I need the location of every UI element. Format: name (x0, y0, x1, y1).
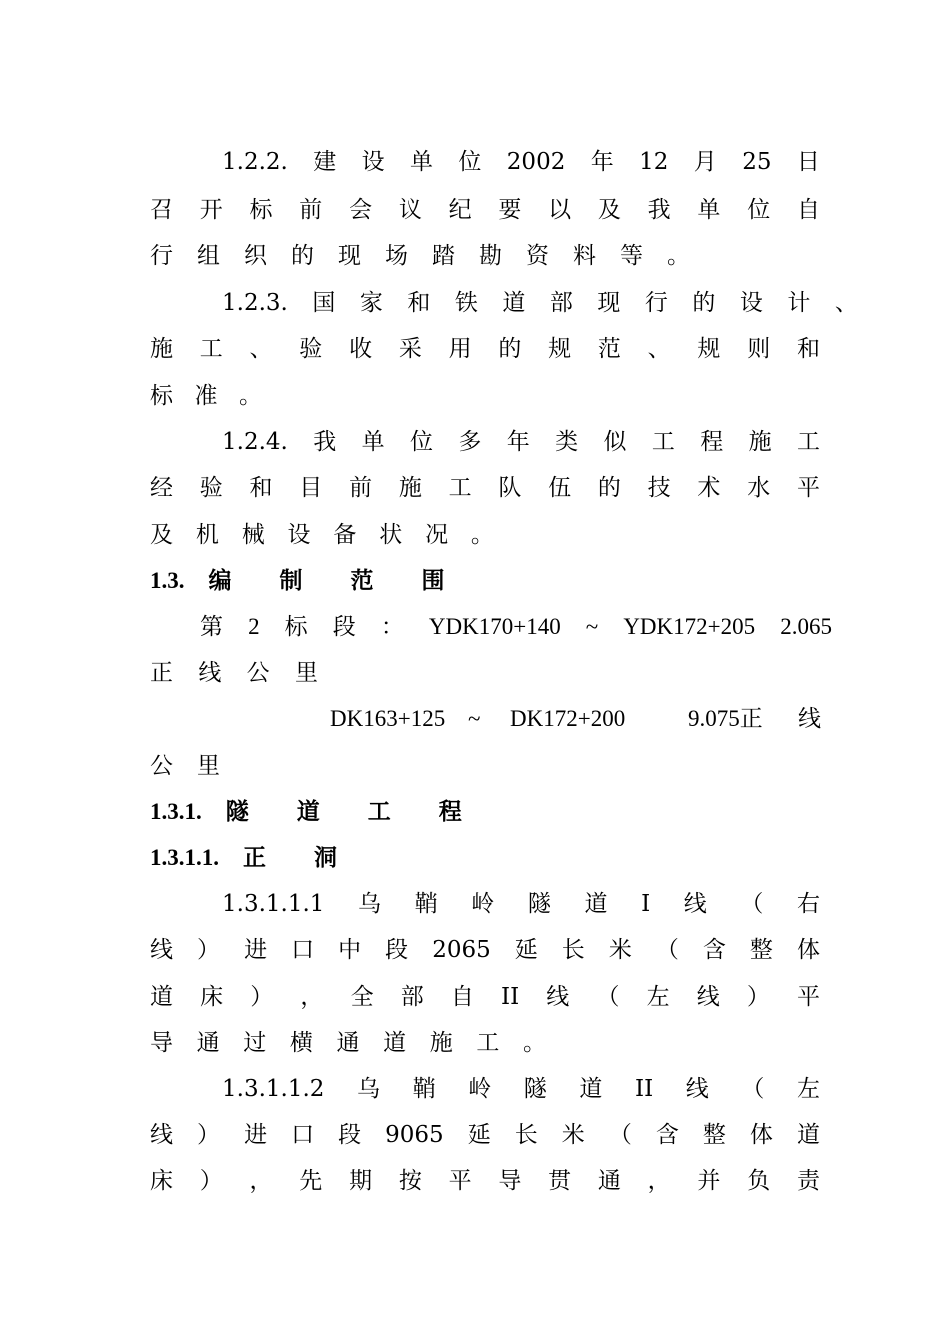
text-token: 平 (796, 475, 820, 501)
text-token: 场 (385, 243, 408, 269)
text-token: 类 (555, 429, 579, 455)
text-token: 的 (692, 290, 716, 316)
para-13111-line1 (222, 888, 820, 920)
text-token: 横 (289, 1030, 313, 1056)
text-token: 鞘 (412, 1076, 436, 1102)
text-token: 按 (398, 1168, 422, 1194)
text-token: II (500, 984, 520, 1010)
text-token: 公 (150, 753, 173, 779)
text-token: 正 (150, 660, 173, 686)
text-token: 导 (150, 1030, 173, 1056)
text-token: 的 (498, 336, 522, 362)
text-token: 并 (697, 1168, 721, 1194)
scope-line2 (150, 657, 318, 689)
text-token: 。 (239, 383, 262, 409)
text-token: 程 (700, 429, 724, 455)
text-token: 体 (749, 1122, 773, 1148)
text-token: 。 (523, 1030, 546, 1056)
text-token: 中 (338, 937, 362, 963)
text-token: 先 (299, 1168, 323, 1194)
text-token: 及 (597, 197, 621, 223)
text-token: 。 (667, 243, 690, 269)
text-token: 线 (150, 1122, 173, 1148)
text-token: 道 (502, 290, 526, 316)
text-token: 单 (697, 197, 721, 223)
text-token: 通 (336, 1030, 360, 1056)
text-token: 料 (573, 243, 596, 269)
text-token: 1.3.1.1.2 (222, 1076, 325, 1102)
text-token: 范 (597, 336, 621, 362)
text-token: 延 (514, 937, 538, 963)
text-token: 里 (197, 753, 220, 779)
text-token: 进 (244, 1122, 268, 1148)
scope-line1 (200, 611, 832, 643)
text-token: ： (380, 614, 404, 639)
text-token: 目 (299, 475, 323, 501)
heading-1-3-1-1-title: 正 洞 (243, 844, 358, 871)
text-token: ） (746, 984, 770, 1010)
para-123-line3 (150, 380, 262, 412)
text-token: 勘 (479, 243, 502, 269)
text-token: 工 (651, 429, 675, 455)
text-token: ） (199, 1168, 223, 1194)
text-token: 9065 (385, 1122, 444, 1148)
text-token: 12 (639, 149, 669, 175)
text-token: 含 (655, 1122, 679, 1148)
text-token: 道 (150, 984, 173, 1010)
text-token: 采 (398, 336, 422, 362)
text-token: ） (197, 1122, 221, 1148)
text-token: 及 (150, 522, 173, 548)
text-token: 线 (685, 1076, 709, 1102)
text-token: 米 (608, 937, 632, 963)
text-token: （ (655, 937, 679, 963)
text-token: 工 (476, 1030, 500, 1056)
text-token: 体 (796, 937, 820, 963)
text-token: 况 (425, 522, 449, 548)
text-token: 我 (647, 197, 671, 223)
text-token: 右 (797, 891, 820, 917)
text-token: 施 (748, 429, 772, 455)
heading-1-3-title: 编 制 范 围 (208, 567, 465, 594)
text-token: 行 (644, 290, 668, 316)
text-token: 械 (241, 522, 265, 548)
para-124-line1 (222, 426, 820, 458)
text-token: 多 (458, 429, 482, 455)
text-token: 技 (647, 475, 671, 501)
text-token: 鞘 (414, 891, 438, 917)
text-token: 国 (312, 290, 336, 316)
text-token: 延 (467, 1122, 491, 1148)
text-token: 会 (349, 197, 373, 223)
text-token: 乌 (357, 1076, 381, 1102)
text-token: 道 (383, 1030, 407, 1056)
text-token: 标 (284, 614, 308, 639)
text-token: 施 (429, 1030, 453, 1056)
text-token: 和 (407, 290, 431, 316)
text-token: YDK170+140 (428, 614, 561, 639)
text-token: ） (197, 937, 221, 963)
text-token: 纪 (448, 197, 472, 223)
text-token: 开 (199, 197, 223, 223)
text-token: 平 (448, 1168, 472, 1194)
text-token: 平 (797, 984, 820, 1010)
text-token: 1.2.2. (222, 149, 288, 175)
text-token: 的 (597, 475, 621, 501)
para-13111-line3 (150, 981, 820, 1013)
heading-1-3-1-1-number: 1.3.1.1. (150, 845, 219, 870)
text-token: 和 (249, 475, 273, 501)
text-token: 前 (349, 475, 373, 501)
para-124-line3 (150, 519, 494, 551)
text-token: 队 (498, 475, 522, 501)
text-token: 前 (299, 197, 323, 223)
text-token: 自 (450, 984, 474, 1010)
text-token: 线 (546, 984, 570, 1010)
heading-1-3-1 (150, 796, 482, 828)
para-123-line2 (150, 333, 820, 365)
text-token: II (634, 1076, 654, 1102)
text-token: 经 (150, 475, 173, 501)
text-token: 岭 (468, 1076, 492, 1102)
text-token: 整 (749, 937, 773, 963)
text-token: 公 (246, 660, 270, 686)
text-token: 段 (338, 1122, 362, 1148)
para-122-line3 (150, 240, 690, 272)
text-token: 织 (244, 243, 267, 269)
para-13112-line2 (150, 1119, 820, 1151)
text-token: ， (647, 1168, 671, 1194)
text-token: ， (249, 1168, 273, 1194)
text-token: 责 (796, 1168, 820, 1194)
text-token: 施 (150, 336, 173, 362)
text-token: 1.2.4. (222, 429, 288, 455)
text-token: 现 (597, 290, 621, 316)
text-token: 2.065 (780, 614, 832, 639)
text-token: （ (596, 984, 620, 1010)
text-token: 进 (244, 937, 268, 963)
text-token: ） (250, 984, 274, 1010)
text-token: 导 (498, 1168, 522, 1194)
text-token: 和 (796, 336, 820, 362)
text-token: 单 (410, 149, 434, 175)
scope-end-chainage: DK172+200 (510, 706, 626, 731)
text-token: 等 (620, 243, 643, 269)
text-token: 位 (409, 429, 433, 455)
text-token: 长 (514, 1122, 538, 1148)
text-token: 通 (196, 1030, 220, 1056)
scope-line-char: 线 (798, 706, 821, 731)
text-token: 线 (696, 984, 720, 1010)
text-token: 、 (249, 336, 273, 362)
text-token: 2065 (432, 937, 491, 963)
heading-1-3-number: 1.3. (150, 568, 185, 593)
text-token: 铁 (454, 290, 478, 316)
text-token: （ (608, 1122, 632, 1148)
text-token: 设 (361, 149, 385, 175)
text-token: 段 (332, 614, 356, 639)
text-token: 位 (747, 197, 771, 223)
text-token: 床 (150, 1168, 173, 1194)
scope-tilde: ~ (468, 706, 481, 731)
text-token: 术 (697, 475, 721, 501)
text-token: 线 (150, 937, 173, 963)
scope-line3 (330, 703, 820, 735)
text-token: 规 (548, 336, 572, 362)
text-token: 隧 (527, 891, 551, 917)
text-token: 设 (287, 522, 311, 548)
text-token: 准 (194, 383, 218, 409)
text-token: 。 (470, 522, 494, 548)
text-token: 我 (313, 429, 337, 455)
text-token: 口 (291, 937, 315, 963)
para-13111-line4 (150, 1027, 546, 1059)
para-13111-line2 (150, 934, 820, 966)
text-token: 工 (796, 429, 820, 455)
text-token: ， (300, 984, 324, 1010)
text-token: 道 (579, 1076, 603, 1102)
text-token: 整 (702, 1122, 726, 1148)
text-token: 的 (291, 243, 314, 269)
text-token: 标 (249, 197, 273, 223)
text-token: 期 (349, 1168, 373, 1194)
text-token: 长 (561, 937, 585, 963)
text-token: 则 (747, 336, 771, 362)
text-token: 段 (385, 937, 409, 963)
text-token: 道 (796, 1122, 820, 1148)
text-token: 1.3.1.1.1 (222, 891, 325, 917)
text-token: 年 (590, 149, 614, 175)
text-token: 第 (200, 614, 223, 639)
text-token: 现 (338, 243, 361, 269)
heading-1-3-1-title: 隧 道 工 程 (225, 798, 482, 825)
text-token: 全 (350, 984, 374, 1010)
text-token: 验 (299, 336, 323, 362)
text-token: 计 (787, 290, 811, 316)
text-token: 左 (646, 984, 670, 1010)
text-token: 口 (291, 1122, 315, 1148)
para-13112-line1 (222, 1073, 820, 1105)
text-token: 含 (702, 937, 726, 963)
text-token: 单 (361, 429, 385, 455)
text-token: 验 (199, 475, 223, 501)
text-token: 岭 (471, 891, 495, 917)
text-token: 自 (796, 197, 820, 223)
text-token: 水 (747, 475, 771, 501)
text-token: 部 (549, 290, 573, 316)
heading-1-3-1-1 (150, 842, 357, 874)
para-122-line2 (150, 194, 820, 226)
text-token: I (641, 891, 651, 917)
text-token: 位 (458, 149, 482, 175)
text-token: 、 (834, 290, 858, 316)
text-token: 要 (498, 197, 522, 223)
para-123-line1 (222, 287, 858, 319)
text-token: （ (741, 1076, 765, 1102)
text-token: 建 (313, 149, 337, 175)
text-token: 负 (747, 1168, 771, 1194)
text-token: 用 (448, 336, 472, 362)
text-token: 通 (597, 1168, 621, 1194)
para-13112-line3 (150, 1165, 820, 1197)
text-token: 状 (379, 522, 403, 548)
para-122-line1 (222, 146, 820, 178)
text-token: 以 (548, 197, 572, 223)
text-token: 施 (398, 475, 422, 501)
text-token: 议 (398, 197, 422, 223)
text-token: 道 (584, 891, 608, 917)
text-token: 年 (506, 429, 530, 455)
text-token: 似 (603, 429, 627, 455)
text-token: 隧 (523, 1076, 547, 1102)
text-token: 米 (561, 1122, 585, 1148)
text-token: 规 (697, 336, 721, 362)
text-token: 踏 (432, 243, 455, 269)
scope-line4 (150, 750, 220, 782)
text-token: 工 (199, 336, 223, 362)
text-token: 、 (647, 336, 671, 362)
text-token: 设 (739, 290, 763, 316)
text-token: 25 (742, 149, 772, 175)
text-token: 2002 (506, 149, 566, 175)
text-token: 线 (198, 660, 222, 686)
text-token: （ (740, 891, 764, 917)
text-token: 召 (150, 197, 173, 223)
text-token: 2 (248, 614, 260, 639)
text-token: 左 (796, 1076, 820, 1102)
text-token: 乌 (358, 891, 382, 917)
text-token: 组 (197, 243, 220, 269)
para-124-line2 (150, 472, 820, 504)
text-token: 机 (195, 522, 219, 548)
text-token: 月 (693, 149, 717, 175)
text-token: 标 (150, 383, 173, 409)
text-token: 伍 (548, 475, 572, 501)
text-token: YDK172+205 (623, 614, 756, 639)
text-token: 行 (150, 243, 173, 269)
text-token: 床 (200, 984, 224, 1010)
text-token: ~ (585, 614, 599, 639)
text-token: 工 (448, 475, 472, 501)
text-token: 贯 (548, 1168, 572, 1194)
text-token: 线 (683, 891, 707, 917)
scope-start-chainage: DK163+125 (330, 706, 446, 731)
text-token: 家 (359, 290, 383, 316)
scope-length: 9.075正 (688, 706, 763, 731)
text-token: 资 (526, 243, 549, 269)
heading-1-3-1-number: 1.3.1. (150, 799, 202, 824)
text-token: 日 (796, 149, 820, 175)
text-token: 收 (349, 336, 373, 362)
text-token: 备 (333, 522, 357, 548)
text-token: 1.2.3. (222, 290, 288, 316)
text-token: 里 (294, 660, 318, 686)
text-token: 过 (243, 1030, 267, 1056)
text-token: 部 (400, 984, 424, 1010)
heading-1-3 (150, 565, 465, 597)
